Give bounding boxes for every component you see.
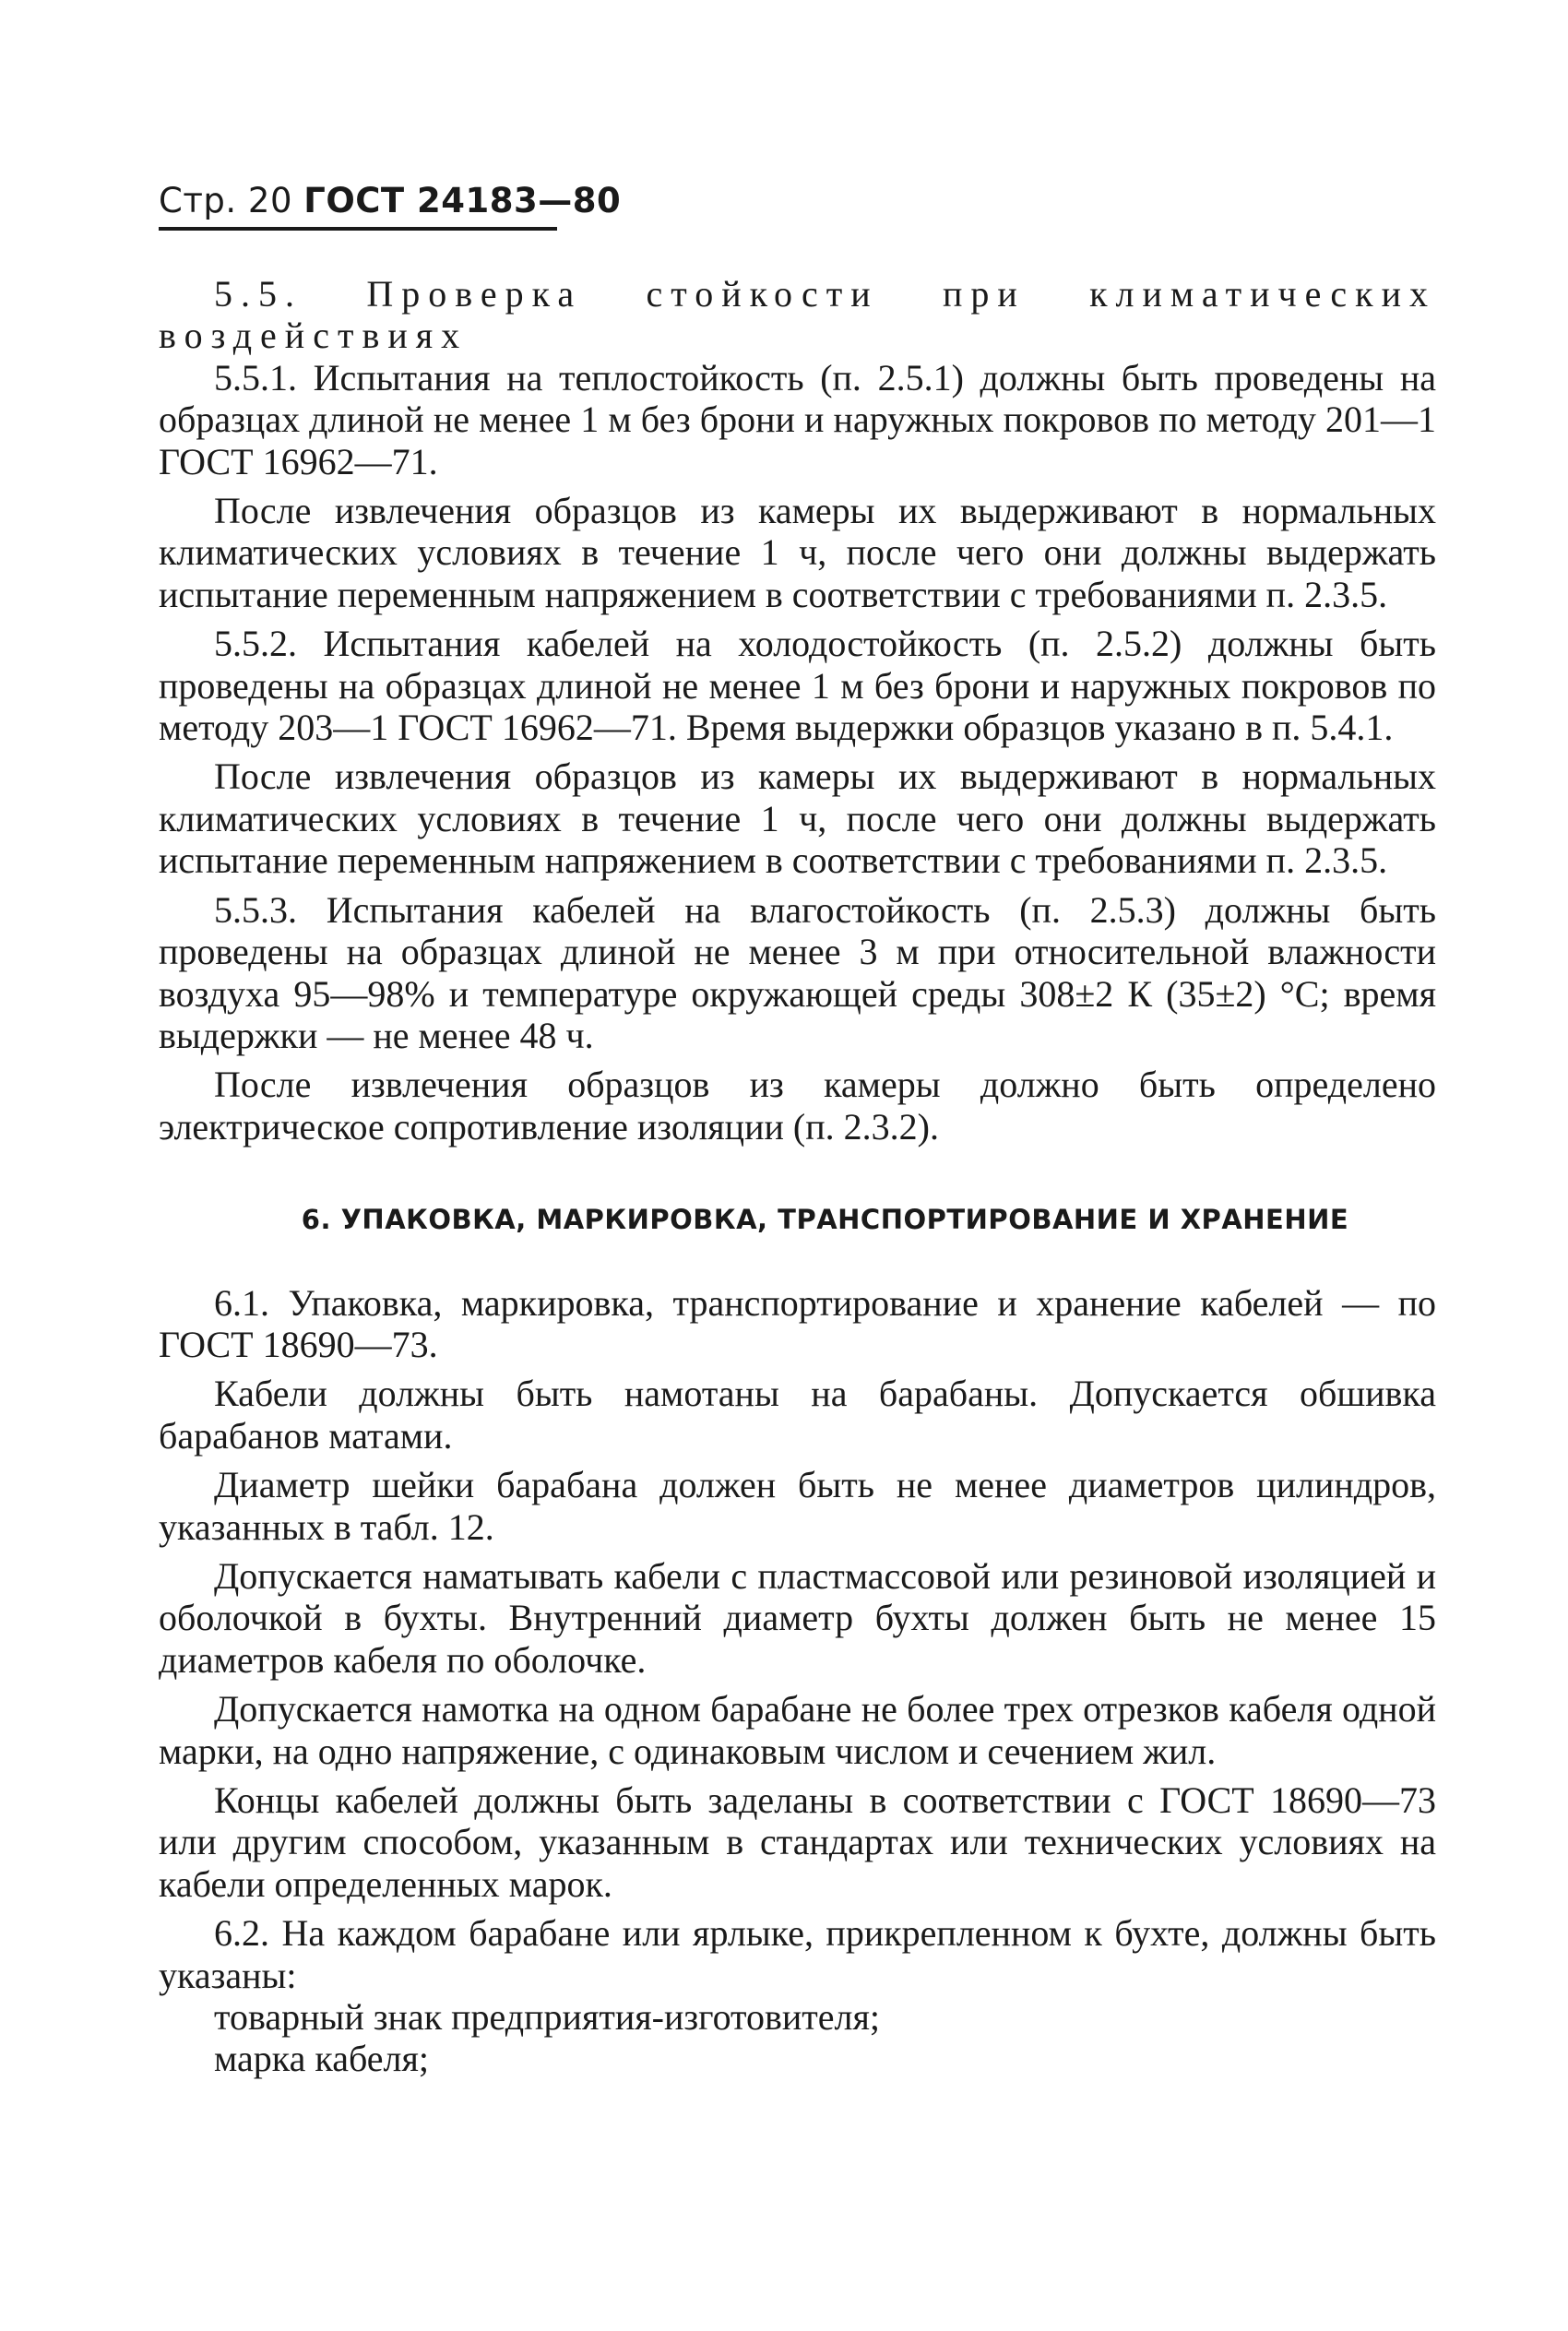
- paragraph-6-1: 6.1. Упаковка, маркировка, транспортирование и хранение кабелей — по ГОСТ 18690—73.: [159, 1281, 1436, 1365]
- paragraph-6-1-ends: Концы кабелей должны быть заделаны в соответствии с ГОСТ 18690—73 или другим способом, указанным в стандартах или технических условиях на кабели определенных марок.: [159, 1779, 1436, 1905]
- paragraph-5-5-1: 5.5.1. Испытания на теплостойкость (п. 2.5.1) должны быть проведены на образцах длиной не менее 1 м без брони и наружных покровов по методу 201—1 ГОСТ 16962—71.: [159, 356, 1436, 482]
- paragraph-6-1-lengths: Допускается намотка на одном барабане не более трех отрезков кабеля одной марки, на одно напряжение, с одинаковым числом и сечением жил.: [159, 1688, 1436, 1772]
- paragraph-6-1-drums: Кабели должны быть намотаны на барабаны. Допускается обшивка барабанов матами.: [159, 1373, 1436, 1457]
- document-body: [159, 273, 1436, 2080]
- header-rule: [159, 227, 557, 231]
- paragraph-6-2: 6.2. На каждом барабане или ярлыке, прикрепленном к бухте, должны быть указаны:: [159, 1912, 1436, 1996]
- paragraph-5-5-2: 5.5.2. Испытания кабелей на холодостойкость (п. 2.5.2) должны быть проведены на образцах длиной не менее 1 м без брони и наружных покровов по методу 203—1 ГОСТ 16962—71. Время выдержки образцов указано в п. 5.4.1.: [159, 623, 1436, 749]
- paragraph-6-1-diameter: Диаметр шейки барабана должен быть не менее диаметров цилиндров, указанных в табл. 12.: [159, 1464, 1436, 1548]
- subsection-5-5-title: 5.5. Проверка стойкости при климатических воздействиях: [159, 273, 1436, 357]
- paragraph-6-1-coils: Допускается наматывать кабели с пластмассовой или резиновой изоляцией и оболочкой в бухты. Внутренний диаметр бухты должен быть не менее 15 диаметров кабеля по оболочке.: [159, 1554, 1436, 1681]
- list-item: товарный знак предприятия-изготовителя;: [214, 1996, 880, 2039]
- page-header: [159, 181, 621, 220]
- paragraph-5-5-3: 5.5.3. Испытания кабелей на влагостойкость (п. 2.5.3) должны быть проведены на образцах длиной не менее 3 м при относительной влажности воздуха 95—98% и температуре окружающей среды 308±2 К (35±2) °С; время выдержки — не менее 48 ч.: [159, 888, 1436, 1056]
- section-6-title: 6. УПАКОВКА, МАРКИРОВКА, ТРАНСПОРТИРОВАНИЕ И ХРАНЕНИЕ: [301, 1204, 1349, 1236]
- paragraph-5-5-1-after: После извлечения образцов из камеры их выдерживают в нормальных климатических условиях в течение 1 ч, после чего они должны выдержать испытание переменным напряжением в соответствии с требованиями п. 2.3.5.: [159, 490, 1436, 615]
- page-number: Стр. 20: [159, 181, 292, 220]
- paragraph-5-5-2-after: После извлечения образцов из камеры их выдерживают в нормальных климатических условиях в течение 1 ч, после чего они должны выдержать испытание переменным напряжением в соответствии с требованиями п. 2.3.5.: [159, 755, 1436, 882]
- list-item: марка кабеля;: [214, 2038, 430, 2080]
- paragraph-5-5-3-after: После извлечения образцов из камеры должно быть определено электрическое сопротивление изоляции (п. 2.3.2).: [159, 1064, 1436, 1148]
- standard-number: ГОСТ 24183—80: [303, 181, 622, 220]
